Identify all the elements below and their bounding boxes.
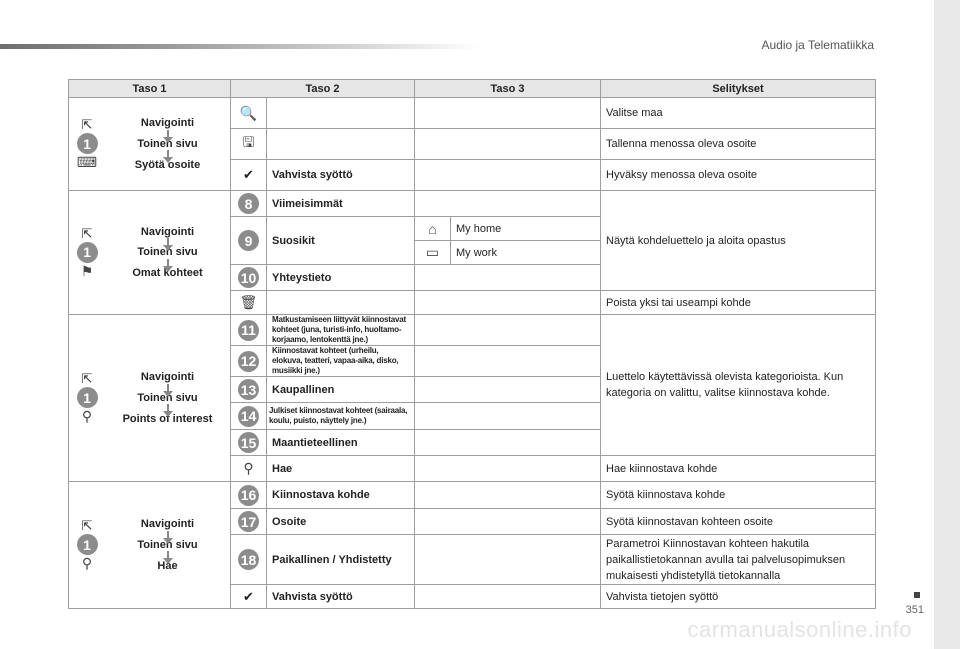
arrow-down-icon — [167, 404, 169, 412]
level2-label-cell[interactable]: Kaupallinen — [267, 377, 415, 403]
description-cell: Syötä kiinnostava kohde — [601, 482, 876, 509]
arrow-down-icon — [167, 130, 169, 138]
level3-cell — [415, 315, 601, 346]
table-row — [69, 191, 876, 217]
level2-label-cell — [267, 98, 415, 129]
home-icon[interactable]: ⌂ — [428, 220, 437, 237]
keyboard-icon: ⌨ — [76, 154, 98, 170]
number-badge: 10 — [238, 267, 259, 288]
arrow-down-icon — [167, 238, 169, 246]
level2-badge-cell — [231, 265, 267, 291]
level2-label-cell[interactable]: Maantieteellinen — [267, 430, 415, 456]
level2-icon-cell — [231, 129, 267, 160]
table-row — [69, 315, 876, 346]
level1-label: Navigointi — [140, 518, 195, 531]
level2-badge-cell — [231, 403, 267, 430]
number-badge: 11 — [238, 320, 259, 341]
level3-cell — [415, 191, 601, 217]
level2-badge-cell — [231, 482, 267, 509]
level2-label-cell[interactable]: Julkiset kiinnostavat kohteet (sairaala, koulu, puisto, näyttely jne.) — [267, 403, 415, 430]
arrow-down-icon — [167, 531, 169, 539]
check-icon[interactable]: ✔ — [243, 588, 254, 604]
navigation-icon: ⇱ — [81, 225, 93, 241]
level3-label-cell[interactable]: My home — [451, 217, 601, 241]
level2-label-cell[interactable]: Kiinnostavat kohteet (urheilu, elokuva, teatteri, vapaa-aika, disko, musiikki jne.) — [267, 346, 415, 377]
table-row — [69, 98, 876, 129]
number-badge: 1 — [77, 534, 98, 555]
description-cell: Luettelo käytettävissä olevista kategorioista. Kun kategoria on valittu, valitse kiinnostava kohde. — [601, 315, 876, 456]
level2-icon-cell — [231, 585, 267, 609]
level1-label: Points of interest — [122, 412, 213, 425]
level1-cell — [69, 482, 231, 609]
level3-cell — [415, 403, 601, 430]
level2-icon-cell — [231, 160, 267, 191]
level1-label: Toinen sivu — [137, 391, 198, 404]
level3-cell — [415, 377, 601, 403]
check-icon[interactable]: ✔ — [243, 167, 254, 182]
level3-label-cell[interactable]: My work — [451, 241, 601, 265]
level1-cell — [69, 315, 231, 482]
level1-cell — [69, 98, 231, 191]
trash-icon[interactable]: 🗑 — [239, 294, 258, 310]
level2-label-cell[interactable]: Viimeisimmät — [267, 191, 415, 217]
level3-cell — [415, 98, 601, 129]
section-title: Audio ja Telematiikka — [761, 38, 874, 52]
description-cell: Hyväksy menossa oleva osoite — [601, 160, 876, 191]
search-map-icon[interactable]: 🔍 — [239, 104, 258, 121]
number-badge: 18 — [238, 549, 259, 570]
flag-icon: ⚑ — [80, 262, 94, 279]
number-badge: 15 — [238, 432, 259, 453]
level1-label: Toinen sivu — [137, 246, 198, 259]
page-marker — [914, 592, 920, 598]
level2-icon-cell — [231, 456, 267, 482]
number-badge: 13 — [238, 379, 259, 400]
level1-label: Navigointi — [140, 117, 195, 130]
level2-label-cell[interactable]: Matkustamiseen liittyvät kiinnostavat kohteet (juna, turisti-info, huoltamo-korjaamo, lentokenttä jne.) — [267, 315, 415, 346]
description-cell: Vahvista tietojen syöttö — [601, 585, 876, 609]
header-decor-bar — [0, 44, 480, 49]
navigation-icon: ⇱ — [81, 371, 93, 386]
col-header-description: Selitykset — [601, 80, 876, 98]
level2-label-cell[interactable]: Suosikit — [267, 217, 415, 265]
number-badge: 1 — [77, 133, 98, 154]
level1-label: Toinen sivu — [137, 137, 198, 150]
level2-label-cell — [267, 291, 415, 315]
description-cell: Tallenna menossa oleva osoite — [601, 129, 876, 160]
level2-badge-cell — [231, 315, 267, 346]
number-badge: 8 — [238, 193, 259, 214]
col-header-level1: Taso 1 — [69, 80, 231, 98]
level2-label-cell[interactable]: Osoite — [267, 509, 415, 535]
search-abc-icon: ⚲ — [81, 555, 93, 571]
level2-label-cell[interactable]: Vahvista syöttö — [267, 160, 415, 191]
level2-label-cell[interactable]: Yhteystieto — [267, 265, 415, 291]
navigation-icon: ⇱ — [81, 117, 93, 132]
level3-icon-cell — [415, 241, 451, 265]
level3-icon-cell — [415, 217, 451, 241]
navigation-icon: ⇱ — [81, 518, 93, 533]
level2-badge-cell — [231, 346, 267, 377]
page-number: 351 — [905, 604, 924, 616]
level3-cell — [415, 265, 601, 291]
col-header-level3: Taso 3 — [415, 80, 601, 98]
level1-label: Hae — [157, 559, 178, 572]
level3-cell — [415, 456, 601, 482]
arrow-down-icon — [167, 384, 169, 392]
description-cell: Valitse maa — [601, 98, 876, 129]
level2-label-cell[interactable]: Kiinnostava kohde — [267, 482, 415, 509]
level1-label: Navigointi — [140, 371, 195, 384]
level2-badge-cell — [231, 217, 267, 265]
arrow-down-icon — [167, 150, 169, 158]
description-cell: Poista yksi tai useampi kohde — [601, 291, 876, 315]
search-icon[interactable]: ⚲ — [243, 460, 254, 476]
page-edge-strip — [934, 0, 960, 649]
level1-label: Toinen sivu — [137, 538, 198, 551]
briefcase-icon[interactable]: ▭ — [425, 244, 440, 260]
level2-icon-cell — [231, 291, 267, 315]
level3-cell — [415, 482, 601, 509]
menu-table — [68, 79, 876, 609]
level2-label-cell — [267, 129, 415, 160]
level3-cell — [415, 535, 601, 585]
level2-label-cell[interactable]: Vahvista syöttö — [267, 585, 415, 609]
number-badge: 12 — [238, 351, 259, 372]
description-cell: Syötä kiinnostavan kohteen osoite — [601, 509, 876, 535]
level1-label: Navigointi — [140, 225, 195, 238]
level3-cell — [415, 129, 601, 160]
level3-cell — [415, 346, 601, 377]
level1-cell — [69, 191, 231, 315]
poi-icon: ⚲ — [81, 408, 93, 424]
level3-cell — [415, 585, 601, 609]
table-header-row — [69, 80, 876, 98]
col-header-level2: Taso 2 — [231, 80, 415, 98]
level2-icon-cell — [231, 98, 267, 129]
number-badge: 1 — [77, 242, 98, 263]
description-cell: Näytä kohdeluettelo ja aloita opastus — [601, 191, 876, 291]
number-badge: 17 — [238, 511, 259, 532]
level2-badge-cell — [231, 377, 267, 403]
level3-cell — [415, 430, 601, 456]
level2-badge-cell — [231, 430, 267, 456]
level2-badge-cell — [231, 191, 267, 217]
number-badge: 16 — [238, 485, 259, 506]
description-cell: Hae kiinnostava kohde — [601, 456, 876, 482]
level3-cell — [415, 160, 601, 191]
arrow-down-icon — [167, 259, 169, 267]
level3-cell — [415, 291, 601, 315]
description-cell: Parametroi Kiinnostavan kohteen hakutila paikallistietokannan avulla tai palvelusopimuksen mukaisesti yhdistetyllä tietokannalla — [601, 535, 876, 585]
level2-label-cell[interactable]: Hae — [267, 456, 415, 482]
level1-label: Omat kohteet — [132, 267, 203, 280]
level3-cell — [415, 509, 601, 535]
level1-label: Syötä osoite — [134, 158, 201, 171]
level2-badge-cell — [231, 509, 267, 535]
table-row — [69, 482, 876, 509]
level2-badge-cell — [231, 535, 267, 585]
level2-label-cell[interactable]: Paikallinen / Yhdistetty — [267, 535, 415, 585]
arrow-down-icon — [167, 551, 169, 559]
watermark: carmanualsonline.info — [687, 617, 912, 642]
save-icon[interactable]: 🖫 — [242, 134, 255, 150]
number-badge: 14 — [238, 406, 259, 427]
number-badge: 9 — [238, 230, 259, 251]
number-badge: 1 — [77, 387, 98, 408]
